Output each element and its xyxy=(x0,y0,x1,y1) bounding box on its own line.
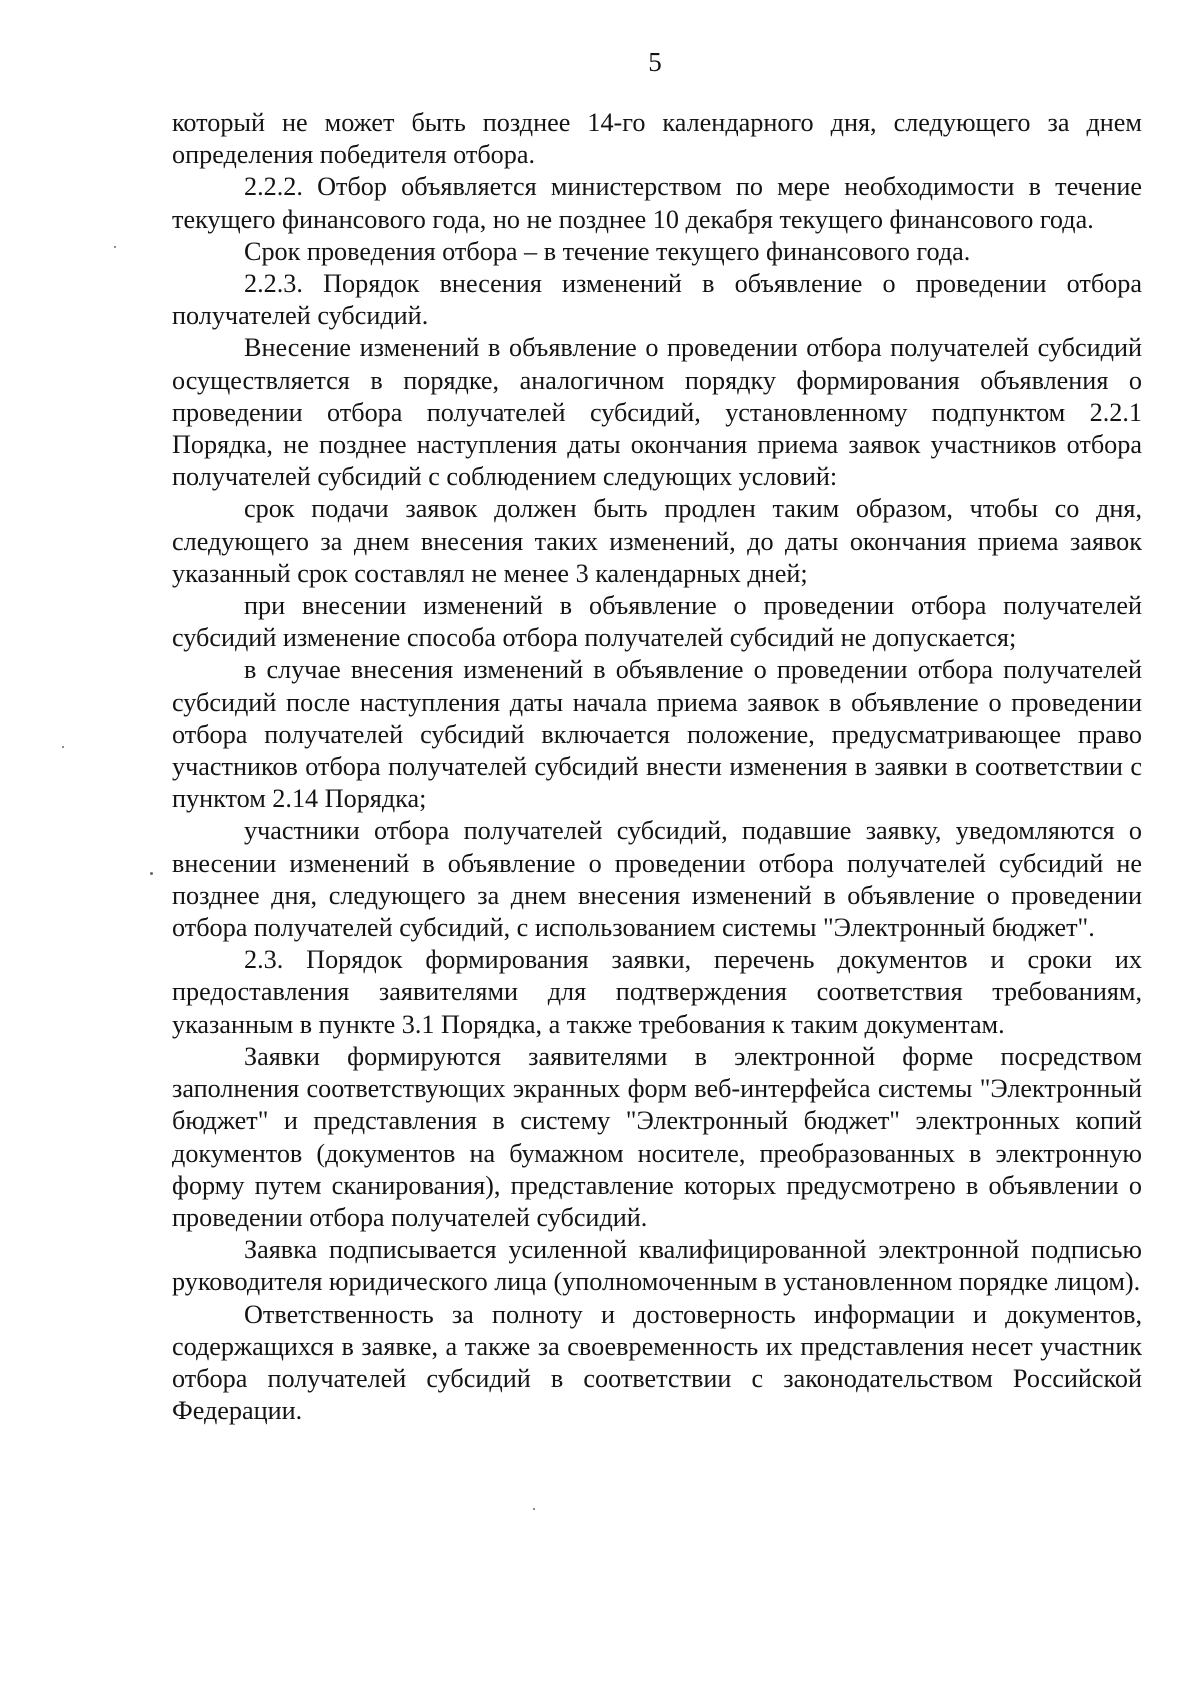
scan-speck xyxy=(62,746,64,748)
paragraph-condition-method: при внесении изменений в объявление о проведении отбора получателей субсидий изменение способа отбора получателей субсидий не допускается; xyxy=(172,591,1142,653)
paragraph-continuation: который не может быть позднее 14-го календарного дня, следующего за днем определения победителя отбора. xyxy=(172,108,1142,170)
paragraph-application-forming: Заявки формируются заявителями в электронной форме посредством заполнения соответствующих экранных форм веб-интерфейса системы "Электронный бюджет" и представления в систему "Электронный бюджет" электронных копий документов (документов на бумажном носителе, преобразованных в электронную форму путем сканирования), представление которых предусмотрено в объявлении о проведении отбора получателей субсидий. xyxy=(172,1041,1142,1232)
paragraph-condition-deadline: срок подачи заявок должен быть продлен таким образом, чтобы со дня, следующего за днем внесения таких изменений, до даты окончания приема заявок указанный срок составлял не менее 3 календарных дней; xyxy=(172,494,1142,588)
paragraph-2-3-heading: 2.3. Порядок формирования заявки, перечень документов и сроки их предоставления заявителями для подтверждения соответствия требованиям, указанным в пункте 3.1 Порядка, а также требования к таким документам. xyxy=(172,945,1142,1039)
page-number: 5 xyxy=(648,47,662,77)
paragraph-condition-notification: участники отбора получателей субсидий, подавшие заявку, уведомляются о внесении изменений в объявление о проведении отбора получателей субсидий не позднее дня, следующего за днем внесения изменений в объявление о проведении отбора получателей субсидий, с использованием системы "Электронный бюджет". xyxy=(172,816,1142,943)
paragraph-2-2-2: 2.2.2. Отбор объявляется министерством по мере необходимости в течение текущего финансового года, но не позднее 10 декабря текущего финансового года. xyxy=(172,172,1142,234)
paragraph-2-2-3-heading: 2.2.3. Порядок внесения изменений в объявление о проведении отбора получателей субсидий. xyxy=(172,269,1142,331)
paragraph-changes-procedure: Внесение изменений в объявление о проведении отбора получателей субсидий осуществляется в порядке, аналогичном порядку формирования объявления о проведении отбора получателей субсидий, установленному подпунктом 2.2.1 Порядка, не позднее наступления даты окончания приема заявок участников отбора получателей субсидий с соблюдением следующих условий: xyxy=(172,333,1142,492)
document-body xyxy=(172,107,1142,1427)
scan-speck xyxy=(150,872,153,875)
scan-speck xyxy=(114,246,116,248)
paragraph-selection-period: Срок проведения отбора – в течение текущего финансового года. xyxy=(244,236,971,266)
paragraph-responsibility: Ответственность за полноту и достоверность информации и документов, содержащихся в заявке, а также за своевременность их представления несет участник отбора получателей субсидий в соответствии с законодательством Российской Федерации. xyxy=(172,1299,1142,1426)
paragraph-condition-amend-applications: в случае внесения изменений в объявление о проведении отбора получателей субсидий после наступления даты начала приема заявок в объявление о проведении отбора получателей субсидий включается положение, предусматривающее право участников отбора получателей субсидий внести изменения в заявки в соответствии с пунктом 2.14 Порядка; xyxy=(172,655,1142,814)
scan-speck xyxy=(533,1508,535,1510)
paragraph-application-signature: Заявка подписывается усиленной квалифицированной электронной подписью руководителя юридического лица (уполномоченным в установленном порядке лицом). xyxy=(172,1235,1142,1297)
